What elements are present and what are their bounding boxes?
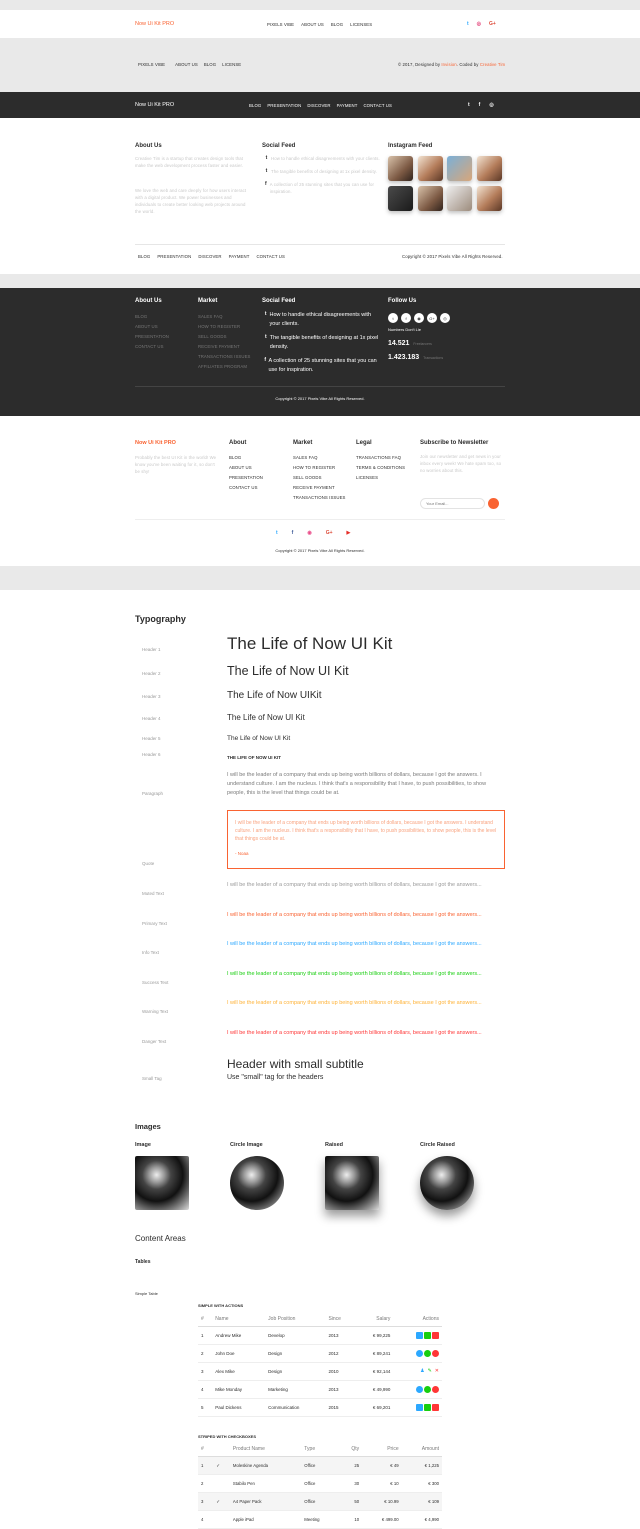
feed-item[interactable]: A collection of 25 stunning sites that you can use for inspiration. xyxy=(269,182,375,194)
cell: Mike Monday xyxy=(212,1381,265,1399)
divider xyxy=(135,244,505,245)
edit-icon[interactable]: ✎ xyxy=(427,1368,432,1374)
page-spacer xyxy=(0,566,640,590)
twitter-icon: t xyxy=(265,155,268,161)
footer-link[interactable]: AFFILIATES PROGRAM xyxy=(198,364,247,369)
typo-label: Quote xyxy=(142,861,155,866)
nav-link[interactable]: LICENSES xyxy=(350,22,373,27)
cell: Paul Dickens xyxy=(212,1399,265,1417)
google-plus-icon[interactable]: G+ xyxy=(427,313,437,323)
cell: 10 xyxy=(338,1511,362,1529)
success-text: I will be the leader of a company that ends up being worth billions of dollars, because I got the answers... xyxy=(227,971,482,977)
footer-dark xyxy=(0,288,640,416)
row-checkbox[interactable] xyxy=(213,1475,230,1493)
typo-label: Header 2 xyxy=(142,671,161,676)
instagram-icon[interactable]: ◎ xyxy=(476,21,482,27)
header-5: The Life of Now UI Kit xyxy=(227,735,291,742)
cell: 2013 xyxy=(325,1381,355,1399)
muted-text: I will be the leader of a company that ends up being worth billions of dollars, because I got the answers... xyxy=(227,882,482,888)
copyright-text: . Coded by xyxy=(456,62,479,67)
count-label: Transactions xyxy=(423,355,444,360)
typo-label: Muted Text xyxy=(142,891,164,896)
cell: € 499.00 xyxy=(362,1511,401,1529)
table-header: Since xyxy=(325,1312,355,1327)
footer-link[interactable]: SALES FAQ xyxy=(293,455,318,460)
footer-heading: About Us xyxy=(135,143,162,149)
table-row xyxy=(198,1327,442,1345)
footer-link[interactable]: LICENSE xyxy=(222,62,242,67)
twitter-icon[interactable]: t xyxy=(468,102,470,108)
feed-item[interactable]: The tangible benefits of designing at 1x pixel density. xyxy=(269,335,379,350)
footer-link[interactable]: BLOG xyxy=(203,62,217,67)
row-checkbox[interactable]: ✓ xyxy=(213,1493,230,1511)
footer-link[interactable]: LICENSES xyxy=(356,475,379,480)
footer-link[interactable]: SELL GOODS xyxy=(293,475,322,480)
footer-link[interactable]: BLOG xyxy=(135,314,148,319)
feed-item[interactable]: How to handle ethical disagreements with your clients. xyxy=(271,156,380,161)
footer-link[interactable]: TRANSACTIONS ISSUES xyxy=(293,495,346,500)
google-plus-icon[interactable]: G+ xyxy=(489,21,496,27)
image-rounded xyxy=(135,1156,189,1210)
footer-link[interactable]: CONTACT US xyxy=(135,344,164,349)
footer-heading: Follow Us xyxy=(388,298,417,304)
brand-link[interactable]: Now Ui Kit PRO xyxy=(135,102,175,108)
facebook-icon: f xyxy=(264,357,267,363)
edit-button[interactable] xyxy=(424,1404,431,1411)
footer-link[interactable]: SELL GOODS xyxy=(198,334,227,339)
table-row xyxy=(198,1493,442,1511)
dribbble-icon[interactable]: ◉ xyxy=(414,313,424,323)
table-row xyxy=(198,1457,442,1475)
header-3: The Life of Now UIKit xyxy=(227,690,322,701)
cell: Moleskine Agenda xyxy=(230,1457,301,1475)
typo-label: Header 6 xyxy=(142,752,161,757)
paragraph-text: I will be the leader of a company that ends up being worth billions of dollars, because I got the answers. I understand culture. I am the nucleus. I think that's a responsibility that I have, to push possibilities, to show people, this is the level that things could be at. xyxy=(227,772,487,796)
twitter-icon: t xyxy=(265,168,268,174)
header-6: THE LIFE OF NOW UI KIT xyxy=(227,755,281,760)
cell: 2015 xyxy=(325,1399,355,1417)
table-label: Simple Table xyxy=(135,1291,158,1296)
subsection-title: Tables xyxy=(135,1259,151,1265)
footer-link[interactable]: HOW TO REGISTER xyxy=(293,465,336,470)
footer-text: We love the web and care deeply for how users interact with a digital product. We power businesses and individuals to create better looking web projects around the world. xyxy=(135,188,247,214)
remove-button[interactable] xyxy=(432,1332,439,1339)
simple-table xyxy=(198,1312,442,1417)
footer-link[interactable]: HOW TO REGISTER xyxy=(198,324,241,329)
instagram-photo[interactable] xyxy=(477,156,502,181)
footer-heading: About xyxy=(229,440,247,446)
footer-link[interactable]: BLOG xyxy=(229,455,242,460)
footer-copyright: Copyright © 2017 Pixels Vibe All Rights Reserved. xyxy=(275,548,365,553)
footer-copyright xyxy=(398,62,505,67)
typo-label: Paragraph xyxy=(142,791,164,796)
cell: Communication xyxy=(265,1399,325,1417)
cell: € 10.99 xyxy=(362,1493,401,1511)
footer-link[interactable]: PAYMENT xyxy=(228,254,250,259)
remove-button[interactable] xyxy=(432,1404,439,1411)
table-row xyxy=(198,1363,442,1381)
twitter-icon[interactable]: t xyxy=(467,21,469,27)
image-circle xyxy=(230,1156,284,1210)
cell: John Doe xyxy=(212,1345,265,1363)
newsletter-text: Join our newsletter and get news in your inbox every week! We hate spam too, so no worries about this. xyxy=(420,454,502,473)
footer-newsletter xyxy=(0,430,640,566)
cell: € 99,225 xyxy=(355,1327,393,1345)
close-icon[interactable]: ✕ xyxy=(434,1368,439,1374)
nav-link[interactable]: BLOG xyxy=(249,103,262,108)
table-row xyxy=(198,1511,442,1529)
brand-link[interactable]: Now Ui Kit PRO xyxy=(135,21,175,27)
image-circle-raised xyxy=(420,1156,474,1210)
instagram-photo[interactable] xyxy=(418,156,443,181)
table-header: # xyxy=(198,1312,212,1327)
cell: € 92,144 xyxy=(355,1363,393,1381)
subscribe-button[interactable] xyxy=(488,498,499,509)
footer-link[interactable]: TRANSACTIONS ISSUES xyxy=(198,354,251,359)
table-row xyxy=(198,1345,442,1363)
nav-link[interactable]: PIXELS VIBE xyxy=(267,22,295,27)
cell: 50 xyxy=(338,1493,362,1511)
table-header: Product Name xyxy=(230,1442,301,1457)
table-row xyxy=(198,1399,442,1417)
small-header: Header with small subtitle xyxy=(227,1057,364,1071)
coder-link[interactable]: Creative Tim xyxy=(479,62,506,67)
copyright-text: © 2017, Designed by xyxy=(398,62,441,67)
footer-heading: Subscribe to Newsletter xyxy=(420,440,489,446)
page-spacer xyxy=(0,274,640,288)
nav-link[interactable]: CONTACT US xyxy=(363,103,392,108)
cell: € 49,990 xyxy=(355,1381,393,1399)
typo-label: Small Tag xyxy=(142,1076,162,1081)
footer-heading: Market xyxy=(198,298,218,304)
remove-button[interactable] xyxy=(432,1386,439,1393)
twitter-icon[interactable]: t xyxy=(276,530,278,536)
cell: 5 xyxy=(198,1399,212,1417)
section-title: Images xyxy=(135,1122,161,1131)
image-label: Circle Raised xyxy=(420,1142,455,1148)
footer-big xyxy=(0,132,640,274)
table-row xyxy=(198,1475,442,1493)
footer-link[interactable]: CONTACT US xyxy=(229,485,258,490)
cell: A4 Paper Pack xyxy=(230,1493,301,1511)
instagram-photo[interactable] xyxy=(447,186,472,211)
view-button[interactable] xyxy=(416,1332,423,1339)
cell: 3 xyxy=(198,1493,213,1511)
cell: 2012 xyxy=(325,1345,355,1363)
table-header: Price xyxy=(362,1442,401,1457)
small-subtitle: Use "small" tag for the headers xyxy=(227,1074,324,1081)
image-label: Image xyxy=(135,1142,151,1148)
instagram-icon[interactable]: ◎ xyxy=(489,102,494,108)
cell: 4 xyxy=(198,1511,213,1529)
striped-table xyxy=(198,1442,442,1529)
cell: Apple iPad xyxy=(230,1511,301,1529)
designer-link[interactable]: Invision xyxy=(441,62,457,67)
footer-copyright: Copyright © 2017 Pixels Vibe All Rights Reserved. xyxy=(275,396,365,401)
view-button[interactable] xyxy=(416,1386,423,1393)
footer-link[interactable]: PRESENTATION xyxy=(157,254,192,259)
image-label: Circle Image xyxy=(230,1142,263,1148)
instagram-photo[interactable] xyxy=(477,186,502,211)
header-4: The Life of Now UI Kit xyxy=(227,713,305,722)
danger-text: I will be the leader of a company that ends up being worth billions of dollars, because I got the answers... xyxy=(227,1030,482,1036)
footer-link[interactable]: PRESENTATION xyxy=(135,334,169,339)
footer-copyright: Copyright © 2017 Pixels Vibe All Rights Reserved. xyxy=(402,254,503,259)
instagram-photo[interactable] xyxy=(418,186,443,211)
typo-label: Success Text xyxy=(142,980,169,985)
facebook-icon[interactable]: f xyxy=(478,102,481,108)
feed-item[interactable]: The tangible benefits of designing at 1x pixel density. xyxy=(271,169,377,174)
brand-text: Probably the best UI Kit in the world! We know you've been waiting for it, so don't be shy! xyxy=(135,455,217,474)
cell: 1 xyxy=(198,1327,212,1345)
nav-link[interactable]: BLOG xyxy=(330,22,344,27)
cell: 2 xyxy=(198,1475,213,1493)
user-icon[interactable]: ♟ xyxy=(420,1368,425,1374)
row-checkbox[interactable] xyxy=(213,1511,230,1529)
count-label: Freelancers xyxy=(413,341,432,346)
cell: Marketing xyxy=(265,1381,325,1399)
dribbble-icon[interactable]: ◉ xyxy=(307,530,312,536)
image-raised xyxy=(325,1156,379,1210)
typo-label: Primary Text xyxy=(142,921,167,926)
cell: Office xyxy=(301,1457,338,1475)
transactions-count: 1.423.183 xyxy=(388,354,420,361)
table-header: Name xyxy=(212,1312,265,1327)
table-header: Salary xyxy=(355,1312,393,1327)
nav-link[interactable]: PRESENTATION xyxy=(267,103,302,108)
nav-link[interactable]: DISCOVER xyxy=(307,103,331,108)
navbar-light xyxy=(0,10,640,38)
cell: Design xyxy=(265,1345,325,1363)
footer-heading: About Us xyxy=(135,298,162,304)
typo-label: Header 5 xyxy=(142,736,161,741)
footer-link[interactable]: ABOUT US xyxy=(135,324,158,329)
nav-link[interactable]: ABOUT US xyxy=(301,22,324,27)
cell: 3 xyxy=(198,1363,212,1381)
cell: Alex Mike xyxy=(212,1363,265,1381)
blockquote xyxy=(227,810,505,869)
cell: 4 xyxy=(198,1381,212,1399)
feed-item[interactable]: How to handle ethical disagreements with your clients. xyxy=(269,312,372,327)
edit-button[interactable] xyxy=(424,1350,431,1357)
section-title: Content Areas xyxy=(135,1234,186,1243)
cell: Andrew Mike xyxy=(212,1327,265,1345)
footer-simple xyxy=(0,38,640,92)
cell: € 69,201 xyxy=(355,1399,393,1417)
table-header: Actions xyxy=(393,1312,442,1327)
header-2: The Life of Now UI Kit xyxy=(227,664,349,678)
divider xyxy=(135,519,505,520)
numbers-label: Numbers Don't Lie xyxy=(388,327,421,332)
cell: € 1,225 xyxy=(402,1457,442,1475)
cell: 30 xyxy=(338,1475,362,1493)
cell: Develop xyxy=(265,1327,325,1345)
typo-label: Warning Text xyxy=(142,1009,169,1014)
footer-link[interactable]: BLOG xyxy=(138,254,151,259)
footer-link[interactable]: ABOUT US xyxy=(229,465,252,470)
remove-button[interactable] xyxy=(432,1350,439,1357)
footer-heading: Instagram Feed xyxy=(388,143,433,149)
edit-button[interactable] xyxy=(424,1386,431,1393)
footer-link[interactable]: PRESENTATION xyxy=(229,475,263,480)
cell: 2 xyxy=(198,1345,212,1363)
typo-label: Header 3 xyxy=(142,694,161,699)
typo-label: Danger Text xyxy=(142,1039,167,1044)
view-button[interactable] xyxy=(416,1350,423,1357)
footer-link[interactable]: PIXELS VIBE xyxy=(138,62,166,67)
edit-button[interactable] xyxy=(424,1332,431,1339)
quote-author: - Noaa xyxy=(235,851,249,856)
section-title: Typography xyxy=(135,614,186,624)
page-spacer xyxy=(0,0,640,10)
instagram-photo[interactable] xyxy=(388,156,413,181)
facebook-icon[interactable]: f xyxy=(291,530,294,536)
table-header: # xyxy=(198,1442,213,1457)
footer-link[interactable]: ABOUT US xyxy=(175,62,198,67)
cell: € 300 xyxy=(402,1475,442,1493)
typo-label: Header 4 xyxy=(142,716,161,721)
footer-link[interactable]: TRANSACTIONS FAQ xyxy=(356,455,402,460)
nav-link[interactable]: PAYMENT xyxy=(336,103,358,108)
footer-link[interactable]: RECEIVE PAYMENT xyxy=(198,344,240,349)
footer-heading: Legal xyxy=(356,440,372,446)
footer-link[interactable]: TERMS & CONDITIONS xyxy=(356,465,406,470)
quote-text: I will be the leader of a company that ends up being worth billions of dollars, because I got the answers. I understand culture. I am the nucleus. I think that's a responsibility that I have, to push possibilities, to show people, this is the level that things could be at. xyxy=(235,820,497,842)
table-header: Job Position xyxy=(265,1312,325,1327)
cell: Stabilo Pen xyxy=(230,1475,301,1493)
brand-title: Now Ui Kit PRO xyxy=(135,440,176,446)
cell: € 4,990 xyxy=(402,1511,442,1529)
typo-label: Info Text xyxy=(142,950,159,955)
table-title: STRIPED WITH CHECKBOXES xyxy=(198,1434,257,1439)
cell: 25 xyxy=(338,1457,362,1475)
footer-link[interactable]: SALES FAQ xyxy=(198,314,223,319)
typo-label: Header 1 xyxy=(142,647,161,652)
twitter-icon[interactable]: t xyxy=(388,313,398,323)
table-title: SIMPLE WITH ACTIONS xyxy=(198,1303,244,1308)
youtube-icon[interactable]: ▶ xyxy=(346,530,351,536)
facebook-icon: f xyxy=(265,181,267,187)
table-header: Qty xyxy=(338,1442,362,1457)
table-header: Type xyxy=(301,1442,338,1457)
image-label: Raised xyxy=(325,1142,344,1148)
view-button[interactable] xyxy=(416,1404,423,1411)
primary-text: I will be the leader of a company that ends up being worth billions of dollars, because I got the answers... xyxy=(227,912,482,918)
instagram-icon[interactable]: ◎ xyxy=(440,313,450,323)
warning-text: I will be the leader of a company that ends up being worth billions of dollars, because I got the answers... xyxy=(227,1000,482,1006)
newsletter-email-input[interactable] xyxy=(420,498,485,509)
cell: 1 xyxy=(198,1457,213,1475)
divider xyxy=(135,386,505,387)
footer-heading: Market xyxy=(293,440,313,446)
instagram-photo[interactable] xyxy=(447,156,472,181)
facebook-icon[interactable]: f xyxy=(401,313,411,323)
row-checkbox[interactable]: ✓ xyxy=(213,1457,230,1475)
cell: € 49 xyxy=(362,1457,401,1475)
footer-heading: Social Feed xyxy=(262,143,296,149)
footer-text: Creative Tim is a startup that creates design tools that make the web development process faster and easier. xyxy=(135,156,244,168)
cell: € 109 xyxy=(402,1493,442,1511)
google-plus-icon[interactable]: G+ xyxy=(325,530,333,536)
footer-heading: Social Feed xyxy=(262,298,296,304)
twitter-icon: t xyxy=(264,311,267,317)
info-text: I will be the leader of a company that ends up being worth billions of dollars, because I got the answers... xyxy=(227,941,482,947)
cell: 2013 xyxy=(325,1327,355,1345)
twitter-icon: t xyxy=(265,334,267,340)
cell: Office xyxy=(301,1475,338,1493)
cell: Office xyxy=(301,1493,338,1511)
cell: € 89,241 xyxy=(355,1345,393,1363)
cell: 2010 xyxy=(325,1363,355,1381)
footer-link[interactable]: CONTACT US xyxy=(256,254,285,259)
freelancers-count: 14.521 xyxy=(388,340,410,347)
table-row xyxy=(198,1381,442,1399)
cell: Design xyxy=(265,1363,325,1381)
footer-link[interactable]: RECEIVE PAYMENT xyxy=(293,485,335,490)
footer-link[interactable]: DISCOVER xyxy=(198,254,222,259)
navbar-dark xyxy=(0,92,640,118)
cell: Meeting xyxy=(301,1511,338,1529)
navbar-links xyxy=(267,22,372,27)
header-1: The Life of Now UI Kit xyxy=(227,634,393,653)
cell: € 10 xyxy=(362,1475,401,1493)
table-header: Amount xyxy=(402,1442,442,1457)
instagram-photo[interactable] xyxy=(388,186,413,211)
table-header xyxy=(213,1442,230,1457)
feed-item[interactable]: A collection of 25 stunning sites that you can use for inspiration. xyxy=(268,358,377,373)
